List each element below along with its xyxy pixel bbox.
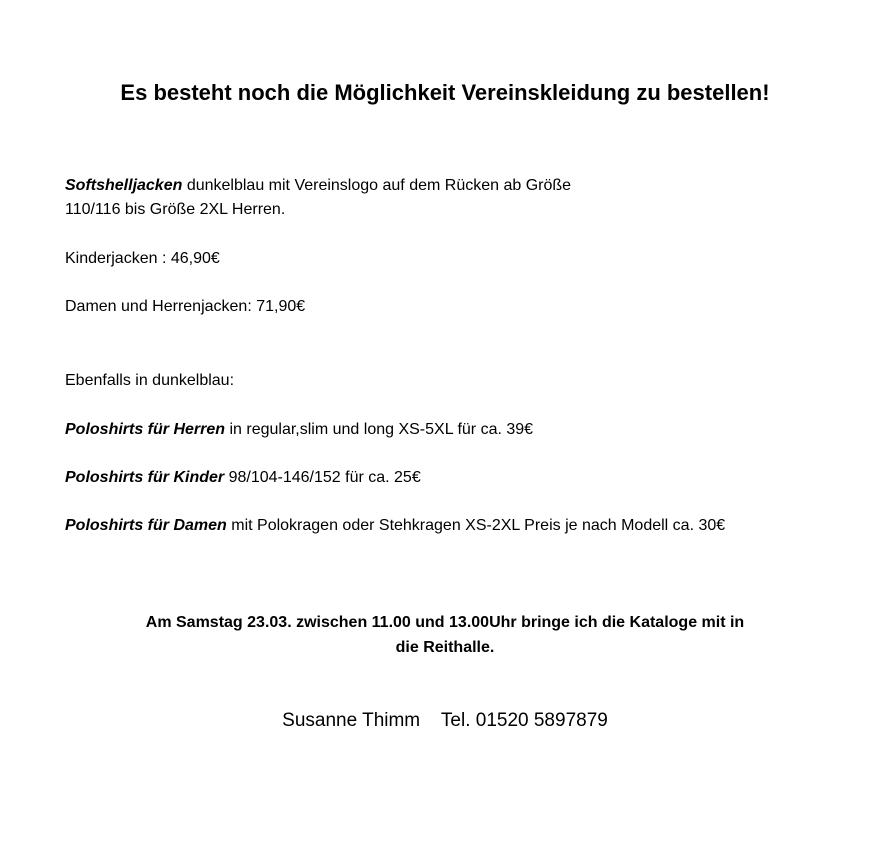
polo-kinder-name: Poloshirts für Kinder [65,469,225,486]
price-kids: Kinderjacken : 46,90€ [65,250,220,267]
polo-herren-desc: in regular,slim und long XS-5XL für ca. 39€ [225,421,534,438]
polo-kinder-item [65,466,421,490]
polo-damen-desc: mit Polokragen oder Stehkragen XS-2XL Preis je nach Modell ca. 30€ [226,517,726,534]
polo-kinder-desc: 98/104-146/152 für ca. 25€ [224,469,421,486]
softshell-paragraph [65,174,571,222]
page-title: Es besteht noch die Möglichkeit Vereinskleidung zu bestellen! [120,80,770,105]
polo-herren-name: Poloshirts für Herren [65,421,226,438]
contact-line: Susanne Thimm Tel. 01520 5897879 [282,710,608,731]
polo-damen-item [65,514,725,538]
polo-herren-item [65,418,533,442]
softshell-desc-line1: dunkelblau mit Vereinslogo auf dem Rücken ab Größe [182,177,572,194]
price-adults: Damen und Herrenjacken: 71,90€ [65,298,306,315]
notice-line2: die Reithalle. [395,639,495,656]
notice-line1: Am Samstag 23.03. zwischen 11.00 und 13.00Uhr bringe ich die Kataloge mit in [145,614,745,631]
softshell-desc-line2: 110/116 bis Größe 2XL Herren. [65,201,286,218]
also-heading: Ebenfalls in dunkelblau: [65,372,235,389]
catalog-notice [0,610,890,660]
softshell-name: Softshelljacken [65,177,183,194]
polo-damen-name: Poloshirts für Damen [65,517,227,534]
